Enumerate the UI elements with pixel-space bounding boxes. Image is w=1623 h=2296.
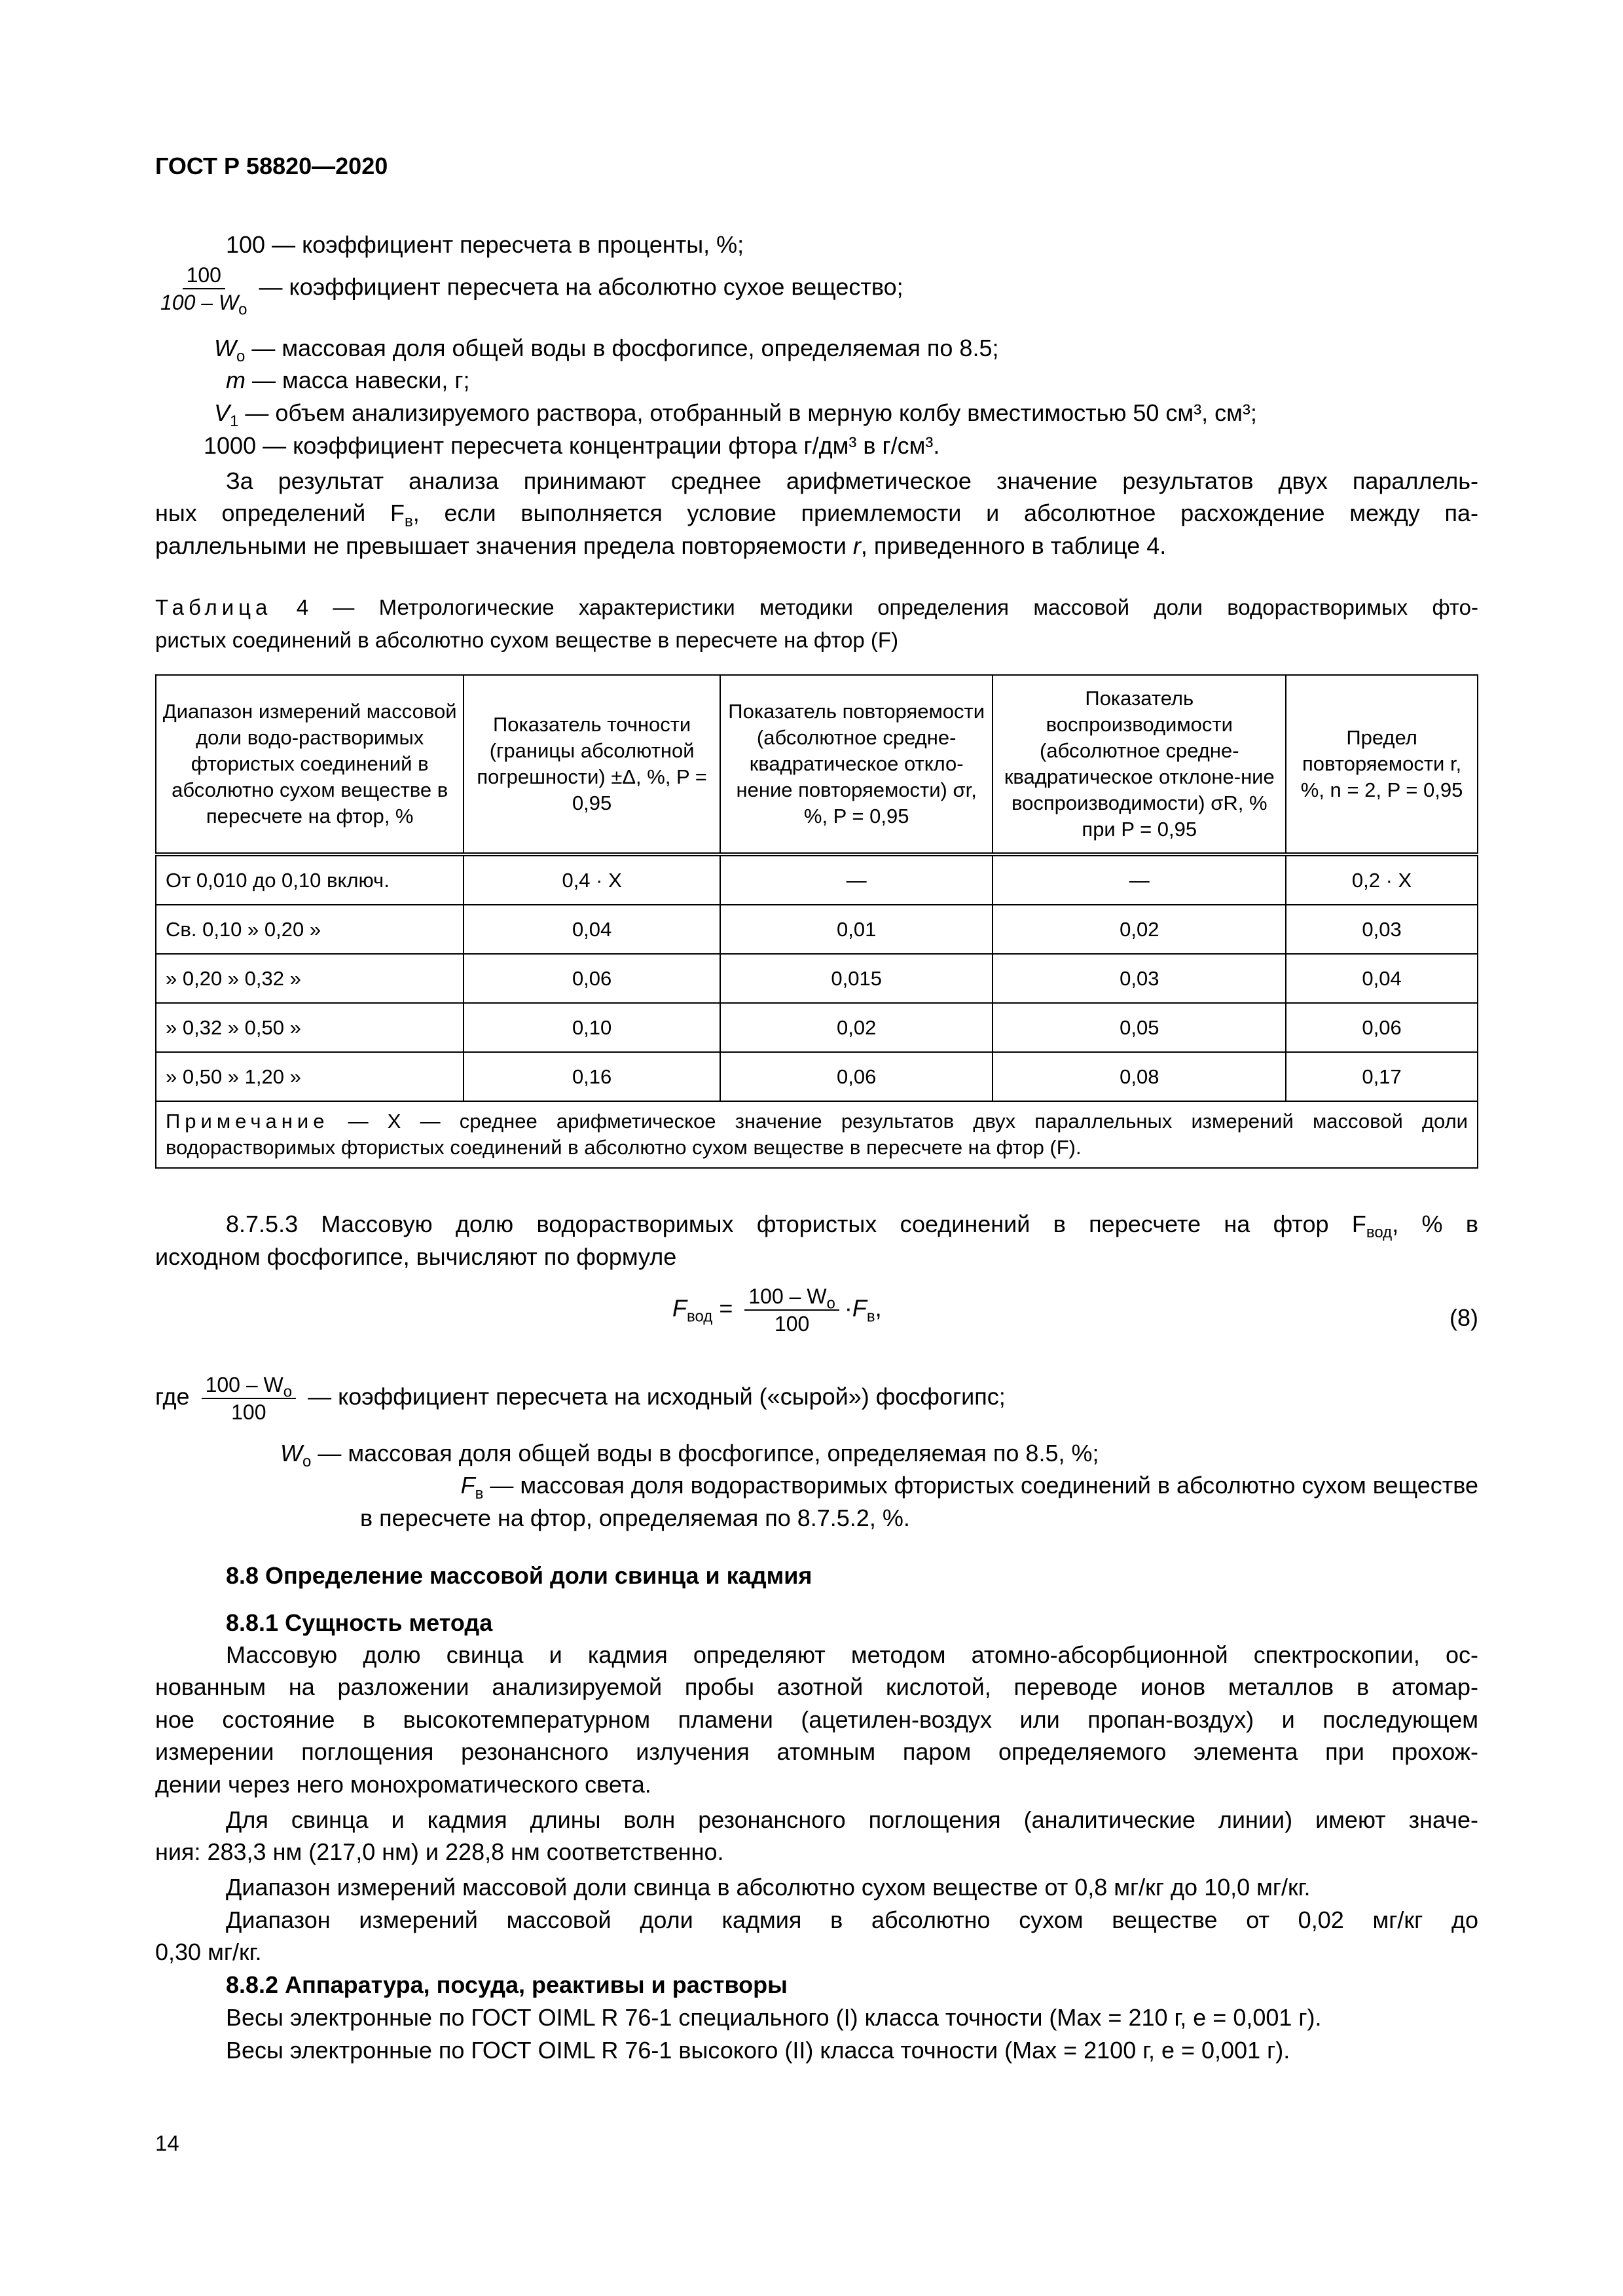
definition-fv-l2: в пересчете на фтор, определяемая по 8.7.5.2, %. bbox=[360, 1504, 910, 1531]
table-cell: — bbox=[993, 854, 1286, 905]
table-cell: 0,04 bbox=[1286, 954, 1478, 1003]
header-limit: Предел повторяемости r, %, n = 2, P = 0,95 bbox=[1286, 675, 1478, 854]
paragraph-method: Массовую долю свинца и кадмия определяют методом атомно-абсорбционной спектроскопии, ос- bbox=[226, 1641, 1478, 1668]
paragraph-scales-1: Весы электронные по ГОСТ OIML R 76-1 специального (I) класса точности (Max = 210 г, e = 0,001 г). bbox=[226, 2004, 1322, 2031]
table-cell: 0,01 bbox=[720, 905, 993, 954]
definition-m: m — масса навески, г; bbox=[226, 367, 470, 393]
table-cell: 0,03 bbox=[1286, 905, 1478, 954]
definition-dry-factor: $\frac{100}{100 - W_о}$ — коэффициент пересчета на абсолютно сухое вещество; bbox=[160, 263, 903, 319]
header-reproducibility: Показатель воспроизводимости (абсолютное средне-квадратическое отклоне-ние воспроизводимости) σR, % при P = 0,95 bbox=[993, 675, 1286, 854]
formula-number: (8) bbox=[1450, 1304, 1478, 1331]
table-cell: 0,16 bbox=[464, 1052, 720, 1101]
paragraph-wavelengths: Для свинца и кадмия длины волн резонансного поглощения (аналитические линии) имеют значе- bbox=[226, 1806, 1478, 1833]
table-cell: 0,03 bbox=[993, 954, 1286, 1003]
fraction: $\frac{100}{100 - W_о}$ bbox=[160, 263, 247, 319]
table-cell: Св. 0,10 » 0,20 » bbox=[156, 905, 464, 954]
paragraph-method-l3: ное состояние в высокотемпературном пламени (ацетилен-воздух или пропан-воздух) и последующем bbox=[155, 1706, 1478, 1733]
paragraph-result-l2: ных определений $F_в$, если выполняется условие приемлемости и абсолютное расхождение между па- bbox=[155, 500, 1478, 531]
paragraph-result: За результат анализа принимают среднее арифметическое значение результатов двух параллель- bbox=[226, 467, 1478, 494]
table-row bbox=[156, 905, 1478, 954]
table-row bbox=[156, 954, 1478, 1003]
table-cell: » 0,32 » 0,50 » bbox=[156, 1003, 464, 1052]
table-caption-l2: ристых соединений в абсолютно сухом веществе в пересчете на фтор (F) bbox=[155, 628, 899, 652]
table-caption: Таблица 4 — Метрологические характеристики методики определения массовой доли водорастворимых фто- bbox=[155, 595, 1478, 619]
table-cell: 0,02 bbox=[720, 1003, 993, 1052]
section-8-8-title: 8.8 Определение массовой доли свинца и кадмия bbox=[226, 1562, 812, 1589]
table-cell: От 0,010 до 0,10 включ. bbox=[156, 854, 464, 905]
table-cell: 0,015 bbox=[720, 954, 993, 1003]
table-cell: 0,05 bbox=[993, 1003, 1286, 1052]
table-cell: — bbox=[720, 854, 993, 905]
header-range: Диапазон измерений массовой доли водо-растворимых фтористых соединений в абсолютно сухом веществе в пересчете на фтор, % bbox=[156, 675, 464, 854]
section-8-8-1-title: 8.8.1 Сущность метода bbox=[226, 1609, 493, 1636]
paragraph-method-l5: дении через него монохроматического света. bbox=[155, 1771, 651, 1798]
document-header: ГОСТ Р 58820—2020 bbox=[155, 153, 388, 179]
table-cell: » 0,20 » 0,32 » bbox=[156, 954, 464, 1003]
table-cell: 0,06 bbox=[1286, 1003, 1478, 1052]
table-row bbox=[156, 1052, 1478, 1101]
metrology-table bbox=[155, 674, 1478, 1169]
table-cell: 0,06 bbox=[720, 1052, 993, 1101]
paragraph-method-l2: нованным на разложении анализируемой пробы азотной кислотой, переводе ионов металлов в атомар- bbox=[155, 1673, 1478, 1700]
table-row bbox=[156, 854, 1478, 905]
table-cell: 0,2 · X bbox=[1286, 854, 1478, 905]
table-cell: 0,06 bbox=[464, 954, 720, 1003]
paragraph-method-l4: измерении поглощения резонансного излучения атомным паром определяемого элемента при прохож- bbox=[155, 1738, 1478, 1765]
definition-wo-2: $W_о$ — массовая доля общей воды в фосфогипсе, определяемая по 8.5, %; bbox=[280, 1440, 1099, 1471]
table-cell: 0,02 bbox=[993, 905, 1286, 954]
table-cell: 0,08 bbox=[993, 1052, 1286, 1101]
table-cell: » 0,50 » 1,20 » bbox=[156, 1052, 464, 1101]
table-note: Примечание — X — среднее арифметическое значение результатов двух параллельных измерений массовой доли водорастворимых фтористых соединений в абсолютно сухом веществе в пересчете на фтор (F). bbox=[156, 1101, 1478, 1168]
table-row bbox=[156, 1003, 1478, 1052]
paragraph-cadmium-range-l2: 0,30 мг/кг. bbox=[155, 1939, 262, 1965]
paragraph-8753-l2: исходном фосфогипсе, вычисляют по формуле bbox=[155, 1243, 677, 1270]
paragraph-wavelengths-l2: ния: 283,3 нм (217,0 нм) и 228,8 нм соответственно. bbox=[155, 1838, 724, 1865]
definition-wo: $W_о$ — массовая доля общей воды в фосфогипсе, определяемая по 8.5; bbox=[214, 335, 999, 366]
table-cell: 0,04 bbox=[464, 905, 720, 954]
page-number: 14 bbox=[155, 2131, 179, 2155]
table-cell: 0,10 bbox=[464, 1003, 720, 1052]
table-cell: 0,17 bbox=[1286, 1052, 1478, 1101]
paragraph-lead-range: Диапазон измерений массовой доли свинца в абсолютно сухом веществе от 0,8 мг/кг до 10,0 мг/кг. bbox=[226, 1874, 1311, 1901]
definition-v1: $V_1$ — объем анализируемого раствора, отобранный в мерную колбу вместимостью 50 см³, см³; bbox=[214, 399, 1257, 431]
table-cell: 0,4 · X bbox=[464, 854, 720, 905]
definition-1000: 1000 — коэффициент пересчета концентрации фтора г/дм³ в г/см³. bbox=[204, 432, 940, 459]
definition-raw-factor: где $\frac{100 - W_о}{100}$ — коэффициент пересчета на исходный («сырой») фосфогипс; bbox=[155, 1373, 1006, 1424]
definition-fv: $F_в$ — массовая доля водорастворимых фтористых соединений в абсолютно сухом веществе bbox=[460, 1472, 1478, 1503]
paragraph-8753: 8.7.5.3 Массовую долю водорастворимых фтористых соединений в пересчете на фтор $F_{вод}$, % в bbox=[226, 1211, 1478, 1242]
header-accuracy: Показатель точности (границы абсолютной погрешности) ±Δ, %, P = 0,95 bbox=[464, 675, 720, 854]
paragraph-result-l3: раллельными не превышает значения предела повторяемости r, приведенного в таблице 4. bbox=[155, 532, 1167, 559]
section-8-8-2-title: 8.8.2 Аппаратура, посуда, реактивы и растворы bbox=[226, 1971, 788, 1998]
definition-100: 100 — коэффициент пересчета в проценты, %; bbox=[226, 231, 744, 258]
paragraph-cadmium-range: Диапазон измерений массовой доли кадмия в абсолютно сухом веществе от 0,02 мг/кг до bbox=[226, 1906, 1478, 1933]
paragraph-scales-2: Весы электронные по ГОСТ OIML R 76-1 высокого (II) класса точности (Max = 2100 г, e = 0,001 г). bbox=[226, 2037, 1290, 2064]
header-repeatability: Показатель повторяемости (абсолютное средне-квадратическое откло-нение повторяемости) σr, %, P = 0,95 bbox=[720, 675, 993, 854]
